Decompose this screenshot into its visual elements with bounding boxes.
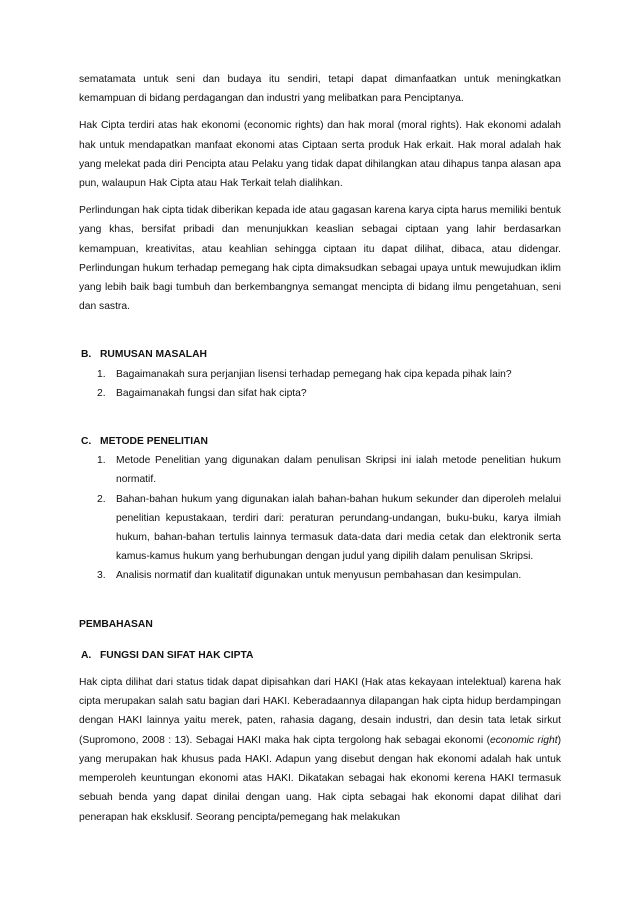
list-item-number: 3. bbox=[97, 570, 106, 582]
intro-paragraph-1: sematamata untuk seni dan budaya itu sendiri, tetapi dapat dimanfaatkan untuk meningkatkan kemampuan di bidang perdagangan dan industri yang melibatkan para Penciptanya. bbox=[79, 74, 561, 105]
list-item bbox=[79, 451, 561, 489]
list-item bbox=[79, 490, 561, 567]
list-item bbox=[79, 365, 561, 384]
list-item-text: Analisis normatif dan kualitatif digunakan untuk menyusun pembahasan dan kesimpulan. bbox=[116, 570, 522, 582]
section-c-title: METODE PENELITIAN bbox=[100, 436, 208, 448]
pembahasan-text-italic: economic right bbox=[490, 734, 558, 746]
list-item-number: 1. bbox=[97, 455, 106, 467]
list-item bbox=[79, 566, 561, 585]
section-a-heading bbox=[79, 646, 561, 665]
list-item-text: Bagaimanakah fungsi dan sifat hak cipta? bbox=[116, 387, 307, 399]
pembahasan-text-end: ) yang merupakan hak khusus pada HAKI. Adapun yang disebut dengan hak ekonomi adalah hak untuk memperoleh keuntungan ekonomi atas HAKI. Dikatakan sebagai hak ekonomi kerena HAKI termasuk sebuah benda yang dapat dinilai dengan uang. Hak cipta sebagai hak ekonomi dapat dilihat dari penerapan hak eksklusif. Seorang pencipta/pemegang hak melakukan bbox=[79, 734, 561, 823]
pembahasan-text-start: Hak cipta dilihat dari status tidak dapat dipisahkan dari HAKI (Hak atas kekayaan intelektual) karena hak cipta merupakan salah satu bagian dari HAKI. Keberadaannya dilapangan hak cipta hidup berdampingan dengan HAKI lainnya yaitu merek, paten, rahasia dagang, desain industri, dan desin tata letak sirkut (Supromono, 2008 : 13). Sebagai HAKI maka hak cipta tergolong hak sebagai ekonomi ( bbox=[79, 677, 561, 746]
section-c-list bbox=[79, 451, 561, 585]
document-page bbox=[79, 70, 561, 827]
pembahasan-paragraph bbox=[79, 673, 561, 827]
list-item-text: Metode Penelitian yang digunakan dalam penulisan Skripsi ini ialah metode penelitian hukum normatif. bbox=[116, 455, 561, 486]
list-item-text: Bagaimanakah sura perjanjian lisensi terhadap pemegang hak cipa kepada pihak lain? bbox=[116, 368, 512, 380]
list-item-text: Bahan-bahan hukum yang digunakan ialah bahan-bahan hukum sekunder dan diperoleh melalui penelitian kepustakaan, terdiri dari: peraturan perundang-undangan, buku-buku, karya ilmiah hukum, bahan-bahan tertulis lainnya termasuk data-data dari media cetak dan elektronik serta kamus-kamus hukum yang berhubungan dengan judul yang dipilih dalam penulisan Skripsi. bbox=[116, 493, 561, 563]
list-item-number: 2. bbox=[97, 493, 106, 505]
section-a-letter: A. bbox=[81, 649, 92, 661]
section-c-heading bbox=[79, 432, 561, 451]
section-b-list bbox=[79, 365, 561, 403]
list-item-number: 2. bbox=[97, 387, 106, 399]
section-b-heading bbox=[79, 345, 561, 364]
list-item-number: 1. bbox=[97, 368, 106, 380]
section-c-letter: C. bbox=[81, 436, 92, 448]
intro-paragraph-3: Perlindungan hak cipta tidak diberikan kepada ide atau gagasan karena karya cipta harus memiliki bentuk yang khas, bersifat pribadi dan menunjukkan keaslian sebagai ciptaan yang lahir berdasarkan kemampuan, kreativitas, atau keahlian sehingga ciptaan itu dapat dilihat, dibaca, atau didengar. Perlindungan hukum terhadap pemegang hak cipta dimaksudkan sebagai upaya untuk mewujudkan iklim yang lebih baik bagi tumbuh dan berkembangnya semangat mencipta di bidang ilmu pengetahuan, seni dan sastra. bbox=[79, 205, 561, 313]
list-item bbox=[79, 384, 561, 403]
section-a-title: FUNGSI DAN SIFAT HAK CIPTA bbox=[100, 649, 254, 661]
pembahasan-heading: PEMBAHASAN bbox=[79, 618, 153, 630]
section-b-title: RUMUSAN MASALAH bbox=[100, 349, 207, 361]
section-b-letter: B. bbox=[81, 349, 92, 361]
intro-paragraph-2: Hak Cipta terdiri atas hak ekonomi (economic rights) dan hak moral (moral rights). Hak ekonomi adalah hak untuk mendapatkan manfaat ekonomi atas Ciptaan serta produk Hak erkait. Hak moral adalah hak yang melekat pada diri Pencipta atau Pelaku yang tidak dapat dihilangkan atau dihapus tanpa alasan apa pun, walaupun Hak Cipta atau Hak Terkait telah dialihkan. bbox=[79, 120, 561, 190]
